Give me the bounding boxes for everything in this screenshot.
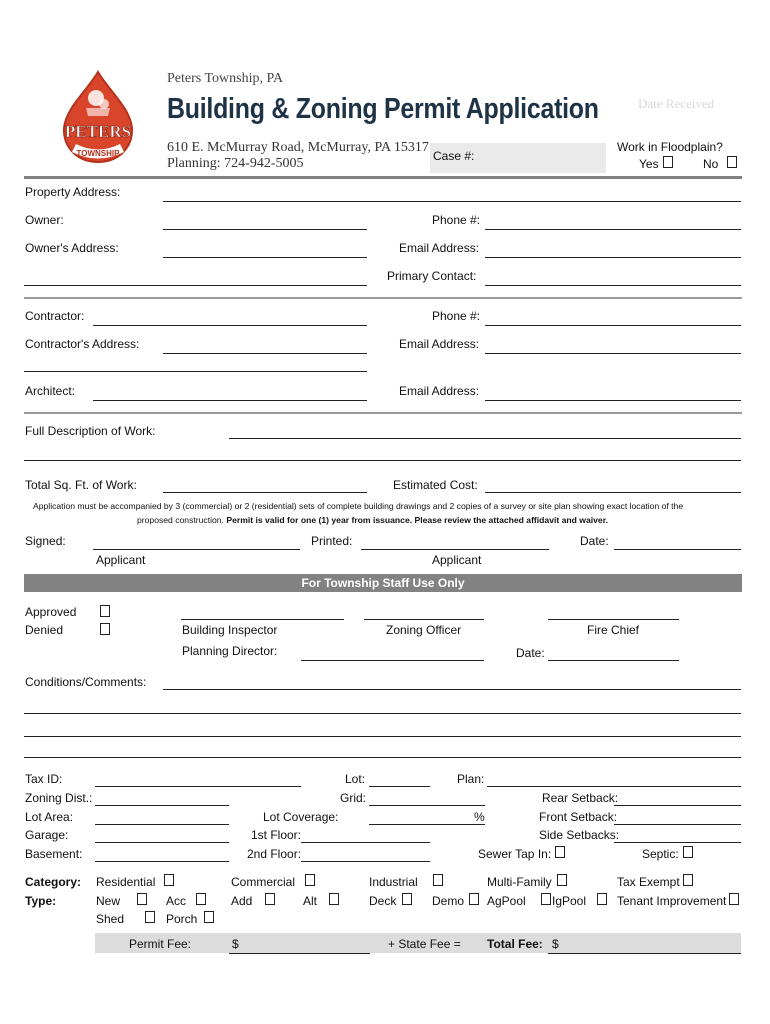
type-alt-checkbox[interactable] bbox=[329, 893, 339, 905]
notice-text-plain: proposed construction. bbox=[137, 515, 224, 525]
sewer-tap-checkbox[interactable] bbox=[555, 846, 565, 858]
applicant-caption: Applicant bbox=[96, 553, 146, 567]
side-setbacks-label: Side Setbacks: bbox=[539, 828, 620, 842]
category-industrial-label: Industrial bbox=[369, 875, 418, 889]
owners-address-field-line2[interactable] bbox=[24, 285, 367, 286]
owner-email-label: Email Address: bbox=[399, 241, 480, 255]
signature-date-label: Date: bbox=[580, 534, 609, 548]
architect-email-field[interactable] bbox=[485, 400, 741, 401]
type-shed-label: Shed bbox=[96, 912, 125, 926]
planning-phone: Planning: 724-942-5005 bbox=[167, 156, 304, 171]
section-divider bbox=[24, 412, 742, 414]
fire-chief-signature[interactable] bbox=[548, 619, 679, 620]
denied-label: Denied bbox=[25, 623, 64, 637]
type-demo-checkbox[interactable] bbox=[469, 893, 479, 905]
signature-date-field[interactable] bbox=[614, 549, 741, 550]
side-setbacks-field[interactable] bbox=[614, 842, 741, 843]
floodplain-no-label: No bbox=[703, 157, 719, 171]
front-setback-field[interactable] bbox=[614, 824, 741, 825]
township-logo bbox=[60, 70, 136, 166]
total-fee-dollar: $ bbox=[552, 937, 559, 951]
logo-text-top: PETERS bbox=[64, 122, 132, 141]
type-deck-checkbox[interactable] bbox=[402, 893, 412, 905]
category-commercial-checkbox[interactable] bbox=[305, 874, 315, 886]
state-fee-label: + State Fee = bbox=[388, 937, 461, 951]
type-add-label: Add bbox=[231, 894, 253, 908]
second-floor-label: 2nd Floor: bbox=[247, 847, 302, 861]
type-tenant-improvement-label: Tenant Improvement bbox=[617, 894, 727, 908]
planning-director-field[interactable] bbox=[301, 660, 484, 661]
contractor-phone-label: Phone #: bbox=[432, 309, 481, 323]
primary-contact-label: Primary Contact: bbox=[387, 269, 477, 283]
basement-field[interactable] bbox=[95, 861, 229, 862]
zoning-officer-label: Zoning Officer bbox=[386, 623, 462, 637]
total-fee-label: Total Fee: bbox=[487, 937, 543, 951]
type-porch-checkbox[interactable] bbox=[204, 911, 214, 923]
type-add-checkbox[interactable] bbox=[265, 893, 275, 905]
contractor-email-field[interactable] bbox=[485, 353, 741, 354]
category-taxexempt-checkbox[interactable] bbox=[683, 874, 693, 886]
contractors-address-field[interactable] bbox=[163, 353, 367, 354]
building-inspector-signature[interactable] bbox=[181, 619, 344, 620]
architect-email-label: Email Address: bbox=[399, 384, 480, 398]
front-setback-label: Front Setback: bbox=[539, 810, 618, 824]
type-alt-label: Alt bbox=[303, 894, 318, 908]
applicant-caption-2: Applicant bbox=[432, 553, 482, 567]
septic-checkbox[interactable] bbox=[683, 846, 693, 858]
floodplain-yes-checkbox[interactable] bbox=[663, 156, 673, 168]
rear-setback-label: Rear Setback: bbox=[542, 791, 619, 805]
section-divider bbox=[24, 297, 742, 299]
type-new-checkbox[interactable] bbox=[137, 893, 147, 905]
page-title: Building & Zoning Permit Application bbox=[167, 93, 599, 125]
total-fee-field[interactable] bbox=[548, 953, 741, 954]
notice-text: Application must be accompanied by 3 (commercial) or 2 (residential) sets of complete building drawings and 2 copies of a survey or site plan showing exact location of the bbox=[33, 501, 684, 511]
type-label: Type: bbox=[25, 894, 57, 908]
category-multifamily-checkbox[interactable] bbox=[557, 874, 567, 886]
architect-field[interactable] bbox=[93, 400, 367, 401]
lot-area-field[interactable] bbox=[95, 824, 229, 825]
approved-label: Approved bbox=[25, 605, 77, 619]
header-divider bbox=[24, 176, 742, 179]
type-new-label: New bbox=[96, 894, 121, 908]
garage-field[interactable] bbox=[95, 842, 229, 843]
notice-text-line2 bbox=[137, 515, 608, 525]
permit-fee-field[interactable] bbox=[229, 953, 370, 954]
notice-text-bold: Permit is valid for one (1) year from issuance. Please review the attached affidavit and waiver. bbox=[226, 515, 608, 525]
primary-contact-field[interactable] bbox=[485, 285, 741, 286]
township-name: Peters Township, PA bbox=[167, 71, 284, 86]
lot-coverage-percent: % bbox=[474, 810, 485, 824]
work-description-label: Full Description of Work: bbox=[25, 424, 156, 438]
sq-ft-field[interactable] bbox=[163, 492, 367, 493]
category-commercial-label: Commercial bbox=[231, 875, 296, 889]
conditions-label: Conditions/Comments: bbox=[25, 675, 147, 689]
owners-address-label: Owner's Address: bbox=[25, 241, 119, 255]
tax-id-field[interactable] bbox=[95, 786, 301, 787]
plan-field[interactable] bbox=[487, 786, 741, 787]
category-residential-checkbox[interactable] bbox=[164, 874, 174, 886]
category-multifamily-label: Multi-Family bbox=[487, 875, 552, 889]
date-received-stamp: Date Received bbox=[638, 96, 715, 111]
staff-date-field[interactable] bbox=[548, 660, 679, 661]
owner-email-field[interactable] bbox=[485, 257, 741, 258]
signature-field[interactable] bbox=[93, 549, 300, 550]
tax-id-label: Tax ID: bbox=[25, 772, 63, 786]
floodplain-yes-label: Yes bbox=[639, 157, 659, 171]
floodplain-no-checkbox[interactable] bbox=[727, 156, 737, 168]
contractor-label: Contractor: bbox=[25, 309, 85, 323]
approved-checkbox[interactable] bbox=[100, 605, 110, 617]
category-residential-label: Residential bbox=[96, 875, 156, 889]
building-inspector-label: Building Inspector bbox=[182, 623, 278, 637]
estimated-cost-label: Estimated Cost: bbox=[393, 478, 478, 492]
permit-fee-label: Permit Fee: bbox=[129, 937, 192, 951]
zoning-dist-label: Zoning Dist.: bbox=[25, 791, 93, 805]
printed-label: Printed: bbox=[311, 534, 353, 548]
lot-label: Lot: bbox=[345, 772, 366, 786]
garage-label: Garage: bbox=[25, 828, 69, 842]
planning-director-label: Planning Director: bbox=[182, 644, 278, 658]
zoning-officer-signature[interactable] bbox=[364, 619, 484, 620]
type-acc-checkbox[interactable] bbox=[196, 893, 206, 905]
property-address-label: Property Address: bbox=[25, 185, 121, 199]
contractors-address-label: Contractor's Address: bbox=[25, 337, 140, 351]
signed-label: Signed: bbox=[25, 534, 66, 548]
lot-coverage-field[interactable] bbox=[369, 824, 485, 825]
work-description-field[interactable] bbox=[229, 438, 741, 439]
conditions-field-line3[interactable] bbox=[24, 736, 741, 737]
first-floor-field[interactable] bbox=[301, 842, 430, 843]
basement-label: Basement: bbox=[25, 847, 83, 861]
lot-coverage-label: Lot Coverage: bbox=[263, 810, 339, 824]
work-description-field-line2[interactable] bbox=[24, 460, 741, 461]
conditions-field-line4[interactable] bbox=[24, 757, 741, 758]
grid-label: Grid: bbox=[340, 791, 367, 805]
contractors-address-field-line2[interactable] bbox=[24, 371, 367, 372]
septic-label: Septic: bbox=[642, 847, 679, 861]
type-porch-label: Porch bbox=[166, 912, 198, 926]
owners-address-field[interactable] bbox=[163, 257, 367, 258]
type-agpool-checkbox[interactable] bbox=[541, 893, 551, 905]
rear-setback-field[interactable] bbox=[614, 805, 741, 806]
type-shed-checkbox[interactable] bbox=[145, 911, 155, 923]
office-address: 610 E. McMurray Road, McMurray, PA 15317 bbox=[167, 140, 429, 155]
owner-phone-label: Phone #: bbox=[432, 213, 481, 227]
printed-name-field[interactable] bbox=[361, 549, 549, 550]
type-igpool-label: IgPool bbox=[552, 894, 587, 908]
floodplain-label: Work in Floodplain? bbox=[617, 140, 723, 154]
case-label: Case #: bbox=[433, 149, 475, 163]
contractor-email-label: Email Address: bbox=[399, 337, 480, 351]
fire-chief-label: Fire Chief bbox=[587, 623, 640, 637]
first-floor-label: 1st Floor: bbox=[251, 828, 302, 842]
owner-label: Owner: bbox=[25, 213, 64, 227]
second-floor-field[interactable] bbox=[301, 861, 430, 862]
logo-text-bottom: TOWNSHIP bbox=[76, 149, 120, 158]
contractor-phone-field[interactable] bbox=[485, 325, 741, 326]
denied-checkbox[interactable] bbox=[100, 623, 110, 635]
sq-ft-label: Total Sq. Ft. of Work: bbox=[25, 478, 137, 492]
logo-shield-icon bbox=[60, 70, 136, 166]
sewer-tap-label: Sewer Tap In: bbox=[478, 847, 552, 861]
zoning-dist-field[interactable] bbox=[95, 805, 229, 806]
contractor-field[interactable] bbox=[93, 325, 367, 326]
conditions-field-line2[interactable] bbox=[24, 713, 741, 714]
estimated-cost-field[interactable] bbox=[485, 492, 741, 493]
lot-area-label: Lot Area: bbox=[25, 810, 74, 824]
owner-field[interactable] bbox=[163, 229, 367, 230]
plan-label: Plan: bbox=[457, 772, 485, 786]
lot-field[interactable] bbox=[369, 786, 430, 787]
type-igpool-checkbox[interactable] bbox=[597, 893, 607, 905]
grid-field[interactable] bbox=[369, 805, 485, 806]
category-industrial-checkbox[interactable] bbox=[433, 874, 443, 886]
conditions-field[interactable] bbox=[163, 689, 741, 690]
type-acc-label: Acc bbox=[166, 894, 187, 908]
category-label: Category: bbox=[25, 875, 82, 889]
category-taxexempt-label: Tax Exempt bbox=[617, 875, 680, 889]
staff-date-label: Date: bbox=[516, 646, 545, 660]
architect-label: Architect: bbox=[25, 384, 76, 398]
type-demo-label: Demo bbox=[432, 894, 465, 908]
type-agpool-label: AgPool bbox=[487, 894, 526, 908]
owner-phone-field[interactable] bbox=[485, 229, 741, 230]
staff-header: For Township Staff Use Only bbox=[301, 576, 465, 590]
type-tenant-improvement-checkbox[interactable] bbox=[729, 893, 739, 905]
property-address-field[interactable] bbox=[163, 201, 741, 202]
permit-fee-dollar: $ bbox=[232, 937, 239, 951]
type-deck-label: Deck bbox=[369, 894, 397, 908]
